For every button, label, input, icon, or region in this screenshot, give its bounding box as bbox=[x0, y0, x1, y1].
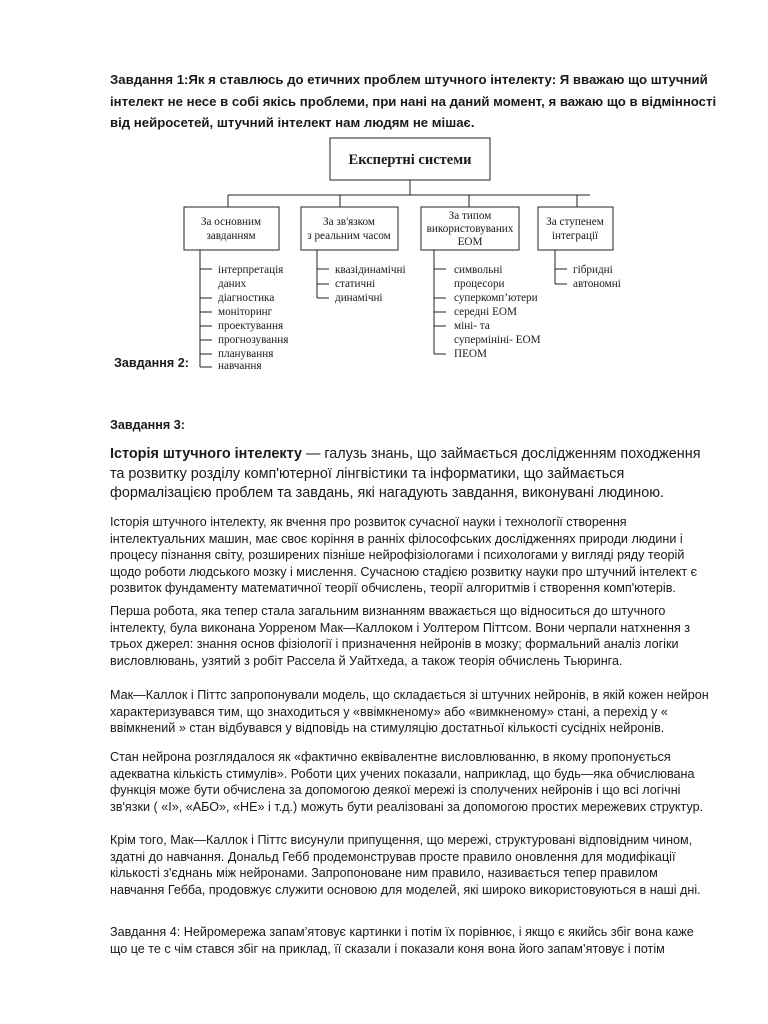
branch-box-4 bbox=[538, 207, 613, 250]
branch-1-item: навчання bbox=[218, 360, 262, 372]
history-heading-bold: Історія штучного інтелекту bbox=[110, 446, 302, 462]
branch-1-label-line: завданням bbox=[206, 230, 256, 242]
branch-3-label-line: ЕОМ bbox=[457, 236, 483, 248]
paragraph-1: Історія штучного інтелекту, як вчення про розвиток сучасної науки і технології створення інтелектуальних машин, має своє коріння в ранніх філософських дослідженнях природи людини і процесу пізнання світу, розширених пізніше нейрофізіологами і психологами у вигляді ряду теорій щодо роботи людського мозку і мислення. Сучасною стадією розвитку науки про штучний інтелект є розвиток фундаменту математичної теорії обчислень, теорії алгоритмів і створення комп'ютерів. bbox=[110, 515, 698, 596]
branch-1-item: прогнозування bbox=[218, 334, 289, 346]
branch-2-item: динамічні bbox=[335, 292, 383, 304]
branch-1-item: планування bbox=[218, 348, 274, 360]
task3-label: Завдання 3: bbox=[110, 418, 185, 432]
task2-label: Завдання 2: bbox=[114, 356, 189, 370]
branch-3-label-line: використовуваних bbox=[426, 223, 514, 235]
paragraph-3: Мак—Каллок і Піттс запропонували модель, що складається зі штучних нейронів, в якій кожен нейрон характеризувався тим, що знаходиться у «ввімкненому» або «вимкненому» стані, а перехід у « ввімкнений » стан відбувався у відповідь на стимуляцію достатньої кількості сусідніх нейронів. bbox=[110, 688, 709, 736]
branch-box-1 bbox=[184, 207, 279, 250]
expert-systems-diagram bbox=[170, 135, 621, 372]
branch-4-item: автономні bbox=[573, 278, 621, 290]
branch-1-item: діагностика bbox=[218, 292, 275, 304]
branch-3-item: символьні bbox=[454, 264, 503, 276]
paragraph-4: Стан нейрона розглядалося як «фактично еквівалентне висловлюванню, в якому пропонується адекватна кількість стимулів». Роботи цих учених показали, наприклад, що будь—яка обчислювана функція може бути обчислена за допомогою деякої мережі із сполучених нейронів і що всі логічні зв'язки ( «І», «АБО», «НЕ» і т.д.) можуть бути реалізовані за допомогою простих мережевих структур. bbox=[110, 750, 704, 814]
paragraph-2: Перша робота, яка тепер стала загальним визнанням вважається що відноситься до штучного інтелекту, була виконана Уорреном Мак—Каллоком і Уолтером Піттсом. Вони черпали натхнення з трьох джерел: знання основ фізіології і призначення нейронів в мозку; формальний аналіз логіки висловлювань, узятий з робіт Рассела й Уайтхеда, а також теорія обчислень Тьюринга. bbox=[110, 604, 691, 668]
branch-4-label-line: За ступенем bbox=[546, 216, 604, 228]
branch-1-item: проектування bbox=[218, 320, 284, 332]
branch-box-2 bbox=[301, 207, 398, 250]
branch-1-item: моніторинг bbox=[218, 306, 273, 318]
branch-3-item: міні- та bbox=[454, 320, 490, 332]
branch-4-item: гібридні bbox=[573, 264, 613, 276]
paragraph-5: Крім того, Мак—Каллок і Піттс висунули припущення, що мережі, структуровані відповідним чином, здатні до навчання. Дональд Гебб продемонстрував просте правило оновлення для модифікації кількості з'єднань між нейронами. Запропоноване ним правило, називається тепер правилом навчання Гебба, продовжує служити основою для моделей, які широко використовуються в наші дні. bbox=[110, 833, 701, 897]
branch-3-item: супермініні- ЕОМ bbox=[454, 334, 541, 346]
branch-3-item: середні ЕОМ bbox=[454, 306, 517, 318]
task1-text: Завдання 1:Як я ставлюсь до етичних проблем штучного інтелекту: Я вважаю що штучний інтелект не несе в собі якісь проблеми, при нані на даний момент, я важаю що в відмінності від нейросетей, штучний інтелект нам людям не мішає. bbox=[110, 72, 717, 130]
branch-3-label-line: За типом bbox=[448, 210, 492, 222]
branch-3-item: суперкомп’ютери bbox=[454, 292, 538, 304]
task4-text: Завдання 4: Нейромережа запам’ятовує картинки і потім їх порівнює, і якщо є якийсь збіг вона каже що це те с чім стався збіг на приклад, її сказали і показали коня вона його запам’ятовує і потім bbox=[110, 925, 694, 956]
history-heading bbox=[110, 445, 710, 504]
branch-2-label-line: За зв'язком bbox=[323, 216, 375, 228]
branch-3-item: процесори bbox=[454, 278, 505, 290]
branch-2-label-line: з реальним часом bbox=[307, 230, 391, 242]
branch-1-item: інтерпретація bbox=[218, 264, 284, 276]
branch-2-item: квазідинамічні bbox=[335, 264, 406, 276]
branch-3-item: ПЕОМ bbox=[454, 348, 487, 360]
branch-4-label-line: інтеграції bbox=[551, 230, 599, 242]
branch-1-item: даних bbox=[218, 278, 247, 290]
branch-1-label-line: За основним bbox=[200, 216, 262, 228]
branch-2-item: статичні bbox=[335, 278, 376, 290]
diagram-root-label: Експертні системи bbox=[348, 152, 472, 168]
history-heading-rest: — галузь знань, що займається дослідженням походження та розвитку розділу комп'ютерної лінгвістики та інформатики, що займається формалізацією проблем та завдань, які нагадують завдання, виконувані людиною. bbox=[110, 446, 701, 501]
